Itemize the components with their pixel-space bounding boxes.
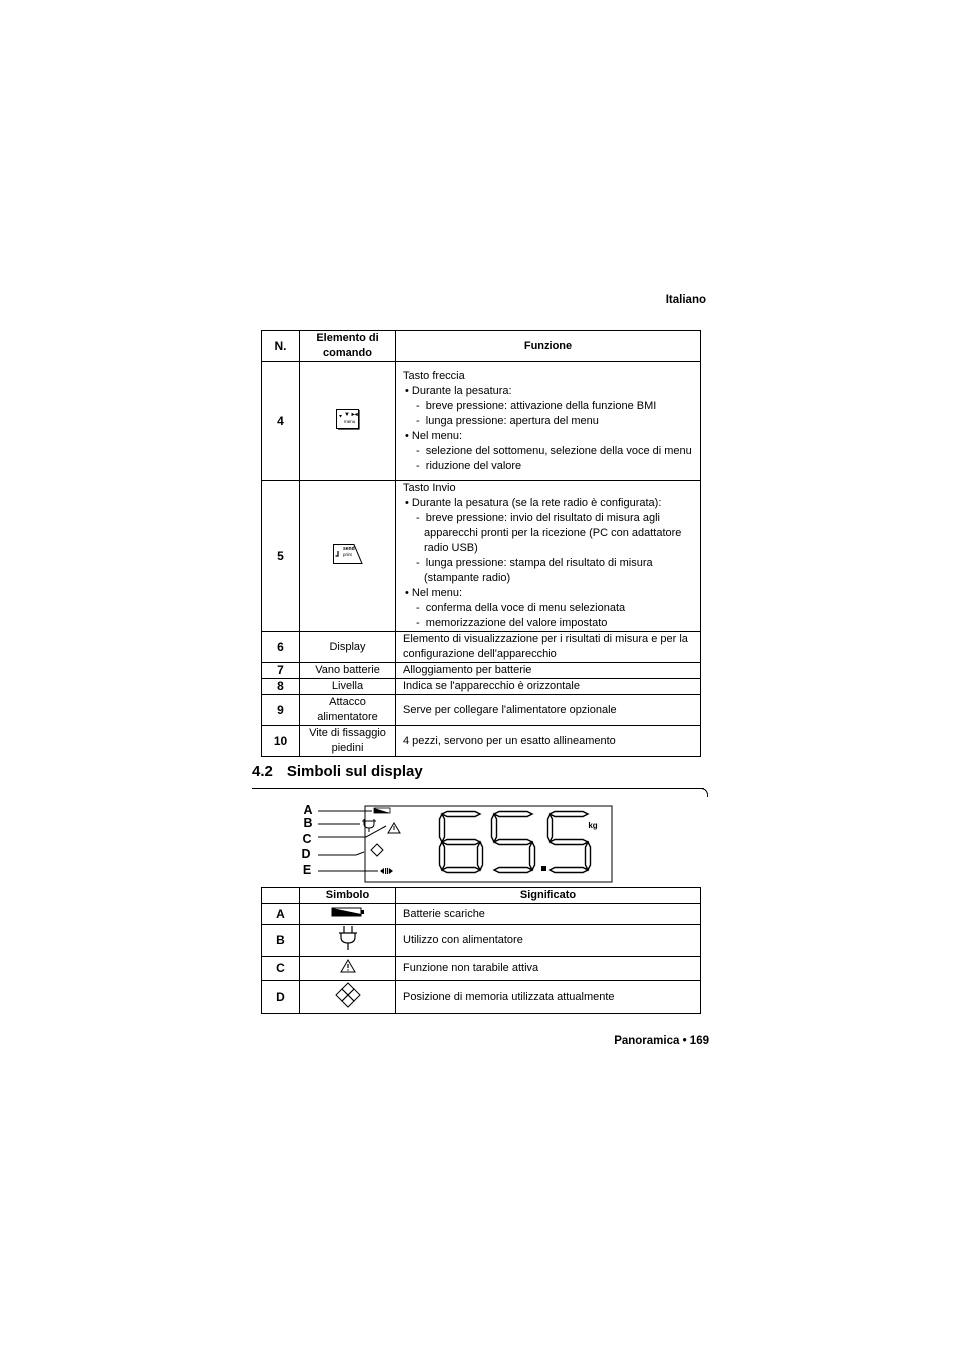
- row-letter: B: [262, 925, 300, 957]
- row-meaning: Funzione non tarabile attiva: [396, 957, 701, 981]
- display-figure: [296, 800, 616, 886]
- header-n: N.: [262, 331, 300, 362]
- row-element: Attacco alimentatore: [300, 695, 396, 726]
- row-element: Display: [300, 632, 396, 663]
- row-element: [300, 362, 396, 481]
- row-function: [396, 481, 701, 632]
- leader-d: [318, 852, 364, 855]
- table-row: [262, 925, 701, 957]
- row-number: 7: [262, 663, 300, 679]
- row-symbol: [300, 904, 396, 925]
- row-letter: C: [262, 957, 300, 981]
- row-number: 4: [262, 362, 300, 481]
- label-d: D: [301, 847, 311, 861]
- section-title-text: Simboli sul display: [286, 763, 423, 780]
- controls-table: [261, 330, 701, 757]
- row-symbol: [300, 981, 396, 1014]
- label-e: E: [302, 863, 312, 877]
- header-element: Elemento di comando: [300, 331, 396, 362]
- row-element: Vite di fissaggio piedini: [300, 726, 396, 757]
- sub-item: - breve pressione: invio del risultato di misura agli apparecchi pronti per la ricezione (PC con adattatore radio USB): [411, 511, 697, 556]
- table-row: [262, 981, 701, 1014]
- key-label-bottom: menu: [343, 418, 355, 424]
- table-row: [262, 679, 701, 695]
- label-b: B: [303, 816, 313, 830]
- row-number: 5: [262, 481, 300, 632]
- header-letter: [262, 888, 300, 904]
- sub-item: - conferma della voce di menu selezionata: [411, 601, 697, 616]
- sub-item: - riduzione del valore: [411, 459, 697, 474]
- key-label-top: send: [342, 545, 355, 552]
- row-function: Indica se l'apparecchio è orizzontale: [396, 679, 701, 695]
- row-meaning: Batterie scariche: [396, 904, 701, 925]
- row-symbol: [300, 925, 396, 957]
- symbols-table: [261, 887, 701, 1014]
- table-row: [262, 632, 701, 663]
- row-element: Vano batterie: [300, 663, 396, 679]
- decimal-point: [541, 866, 546, 871]
- section-number: 4.2: [252, 763, 273, 780]
- table-row: [262, 695, 701, 726]
- key-label-top: ▼ ▸◂: [343, 411, 358, 418]
- table-row: [262, 726, 701, 757]
- table-row: [262, 957, 701, 981]
- table-row: [262, 663, 701, 679]
- row-number: 6: [262, 632, 300, 663]
- page-footer: Panoramica • 169: [614, 1035, 709, 1047]
- function-title: Tasto Invio: [403, 482, 456, 494]
- send-print-key-icon: [332, 542, 364, 566]
- display-diagram: [296, 800, 616, 886]
- row-meaning: Posizione di memoria utilizzata attualmente: [396, 981, 701, 1014]
- row-letter: D: [262, 981, 300, 1014]
- key-label-bottom: print: [342, 551, 352, 557]
- row-element: Livella: [300, 679, 396, 695]
- arrow-menu-key-icon: [335, 407, 361, 431]
- table-row: [262, 481, 701, 632]
- sub-item: - memorizzazione del valore impostato: [411, 616, 697, 631]
- label-c: C: [302, 832, 312, 846]
- header-symbol: Simbolo: [300, 888, 396, 904]
- controls-table-header: [262, 331, 701, 362]
- function-list: [403, 496, 697, 631]
- row-function: [396, 362, 701, 481]
- symbols-table-header: [262, 888, 701, 904]
- label-a: A: [303, 803, 313, 817]
- sub-item: - selezione del sottomenu, selezione della voce di menu: [411, 444, 697, 459]
- row-symbol: [300, 957, 396, 981]
- page-language-header: Italiano: [665, 294, 706, 306]
- header-function: Funzione: [396, 331, 701, 362]
- section-rule: [252, 788, 704, 789]
- row-function: Serve per collegare l'alimentatore opzionale: [396, 695, 701, 726]
- function-title: Tasto freccia: [403, 369, 465, 382]
- row-number: 10: [262, 726, 300, 757]
- row-meaning: Utilizzo con alimentatore: [396, 925, 701, 957]
- table-row: [262, 362, 701, 481]
- table-row: [262, 904, 701, 925]
- battery-low-icon: [331, 906, 365, 918]
- bullet-item: • Durante la pesatura:: [403, 384, 697, 399]
- sub-item: - lunga pressione: apertura del menu: [411, 414, 697, 429]
- bullet-item: • Durante la pesatura (se la rete radio è configurata):: [403, 496, 697, 511]
- header-meaning: Significato: [396, 888, 701, 904]
- bullet-item: • Nel menu:: [403, 586, 697, 601]
- memory-diamond-icon: [335, 982, 361, 1008]
- sub-item: - breve pressione: attivazione della funzione BMI: [411, 399, 697, 414]
- sub-item: - lunga pressione: stampa del risultato di misura (stampante radio): [411, 556, 697, 586]
- row-letter: A: [262, 904, 300, 925]
- row-number: 9: [262, 695, 300, 726]
- plug-icon: [337, 925, 359, 951]
- row-number: 8: [262, 679, 300, 695]
- warning-triangle-icon: [340, 959, 356, 973]
- unit-label: kg: [588, 821, 598, 830]
- section-rule-tail: [700, 788, 708, 797]
- row-function: Alloggiamento per batterie: [396, 663, 701, 679]
- function-list: [403, 384, 697, 474]
- section-heading: [252, 763, 423, 780]
- row-element: [300, 481, 396, 632]
- bullet-item: • Nel menu:: [403, 429, 697, 444]
- row-function: 4 pezzi, servono per un esatto allineamento: [396, 726, 701, 757]
- row-function: Elemento di visualizzazione per i risultati di misura e per la configurazione dell'apparecchio: [396, 632, 701, 663]
